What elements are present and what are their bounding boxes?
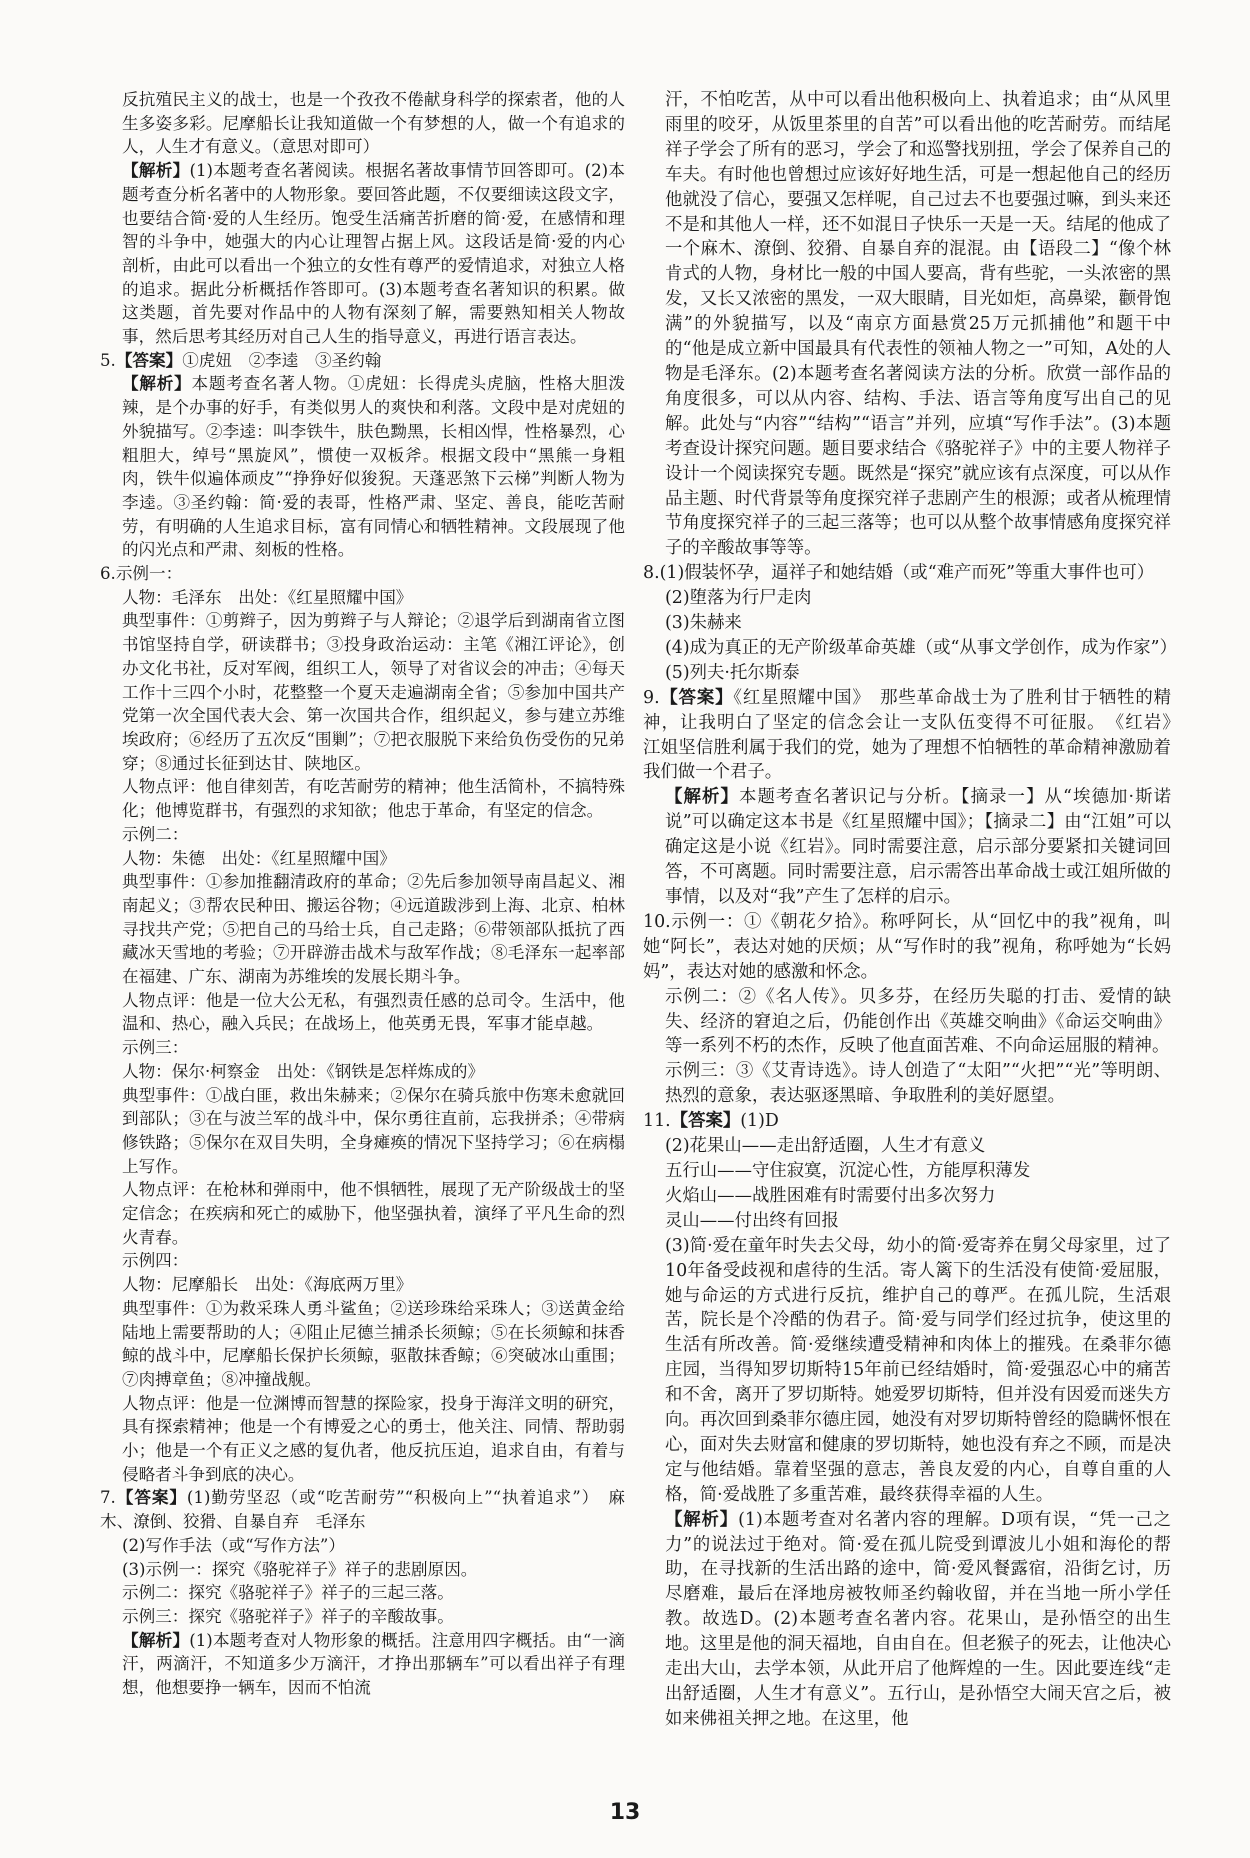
answer-tag: 【答案】 — [659, 687, 734, 708]
answer-paragraph — [643, 586, 1171, 611]
answer-paragraph — [643, 785, 1171, 910]
answer-paragraph — [100, 372, 625, 562]
answer-paragraph — [643, 1508, 1171, 1732]
paragraph-text: 人物：保尔·柯察金 出处：《钢铁是怎样炼成的》 — [122, 1061, 485, 1081]
question-number: 10. — [643, 911, 671, 932]
paragraph-text: (1)勤劳坚忍（或“吃苦耐劳”“积极向上”“执着追求”） 麻木、潦倒、狡猾、自暴自弃 毛泽东 — [100, 1488, 625, 1532]
answer-paragraph — [100, 586, 625, 610]
answer-paragraph — [100, 847, 625, 871]
paragraph-text: (2)堕落为行尸走肉 — [665, 588, 812, 609]
paragraph-text: (1)本题考查对名著内容的理解。D项有误，“凭一己之力”的说法过于绝对。简·爱在孤儿院受到谭波儿小姐和海伦的帮助，在寻找新的生活出路的途中，简·爱风餐露宿，沿街乞讨，历尽磨难，最后在泽地房被牧师圣约翰收留，并在当地一所小学任教。故选D。(2)本题考查名著内容。花果山，是孙悟空的出生地。这里是他的洞天福地，自由自在。但老猴子的死去，让他决心走出大山，去学本领，从此开启了他辉煌的一生。因此要连线“走出舒适圈，人生才有意义”。五行山，是孙悟空大闹天宫之后，被如来佛祖关押之地。在这里，他 — [665, 1509, 1171, 1729]
paragraph-text: 示例四： — [122, 1251, 189, 1271]
paragraph-text: 灵山——付出终有回报 — [665, 1210, 839, 1231]
paragraph-text: 人物：毛泽东 出处：《红星照耀中国》 — [122, 587, 413, 607]
paragraph-text: 反抗殖民主义的战士，也是一个孜孜不倦献身科学的探索者，他的人生多姿多彩。尼摩船长让我知道做一个有梦想的人，做一个有追求的人，人生才有意义。（意思对即可） — [122, 90, 625, 157]
question-number: 9. — [643, 687, 660, 708]
answer-paragraph — [100, 1581, 625, 1605]
paragraph-text: (1)本题考查对人物形象的概括。注意用四字概括。由“一滴汗，两滴汗，不知道多少万滴汗，才挣出那辆车”可以看出祥子有理想，他想要挣一辆车，因而不怕流 — [122, 1630, 625, 1698]
answer-paragraph — [643, 1184, 1171, 1209]
paragraph-text: 示例三： — [122, 1038, 189, 1058]
answer-tag: 【解析】 — [665, 787, 739, 808]
paragraph-text: 典型事件：①战白匪，救出朱赫来；②保尔在骑兵旅中伤寒未愈就回到部队；③在与波兰军的战斗中，保尔勇往直前，忘我拼杀；④带病修铁路；⑤保尔在双目失明，全身瘫痪的情况下坚持学习；⑥在病榻上写作。 — [122, 1085, 625, 1176]
right-column — [643, 88, 1189, 1732]
answer-paragraph — [643, 1134, 1171, 1159]
paragraph-text: 典型事件：①剪辫子，因为剪辫子与人辩论；②退学后到湖南省立图书馆坚持自学，研读群书；③投身政治运动：主笔《湘江评论》，创办文化书社，反对军阀，组织工人，领导了对省议会的冲击；④每天工作十三四个小时，花整整一个夏天走遍湖南全省；⑤参加中国共产党第一次全国代表大会、第一次国共合作，组织起义，参与建立苏维埃政府；⑥经历了五次反“围剿”；⑦把衣服脱下来给负伤受伤的兄弟穿；⑧通过长征到达甘、陕地区。 — [122, 611, 625, 773]
paragraph-text: 示例一： — [115, 564, 183, 584]
paragraph-text: 汗，不怕吃苦，从中可以看出他积极向上、执着追求；由“从风里雨里的咬牙，从饭里茶里的自苦”可以看出他的吃苦耐劳。而结尾祥子学会了所有的恶习，学会了和巡警找别扭，学会了保养自己的车夫。有时他也曾想过应该好好地生活，可是一想起他自己的经历他就没了信心，要强又怎样呢，自己过去不也要强过嘛，到头来还不是和其他人一样，还不如混日子快乐一天是一天。结尾的他成了一个麻木、潦倒、狡猾、自暴自弃的混混。由【语段二】“像个林肯式的人物，身材比一般的中国人要高，背有些驼，一头浓密的黑发，又长又浓密的黑发，一双大眼睛，目光如炬，高鼻梁，颧骨饱满”的外貌描写，以及“南京方面悬赏25万元抓捕他”和题干中的“他是成立新中国最具有代表性的领袖人物之一”可知，A处的人物是毛泽东。(2)本题考查名著阅读方法的分析。欣赏一部作品的角度很多，可以从内容、结构、手法、语言等角度写出自己的见解。此处与“内容”“结构”“语言”并列，应填“写作手法”。(3)本题考查设计探究问题。题目要求结合《骆驼祥子》中的主要人物祥子设计一个阅读探究专题。既然是“探究”就应该有点深度，可以从作品主题、时代背景等角度探究祥子悲剧产生的根源；或者从梳理情节角度探究祥子的三起三落等；也可以从整个故事情感角度探究祥子的辛酸故事等等。 — [665, 90, 1171, 559]
answer-paragraph — [100, 609, 625, 775]
paragraph-text: 本题考查名著识记与分析。【摘录一】从“埃德加·斯诺说”可以确定这本书是《红星照耀中国》；【摘录二】由“江姐”可以确定这是小说《红岩》。同时需要注意，启示部分要紧扣关键词回答，不可离题。同时需要注意，启示需答出革命战士或江姐所做的事情，以及对“我”产生了怎样的启示。 — [665, 787, 1171, 907]
paragraph-text: 示例二： — [122, 824, 189, 844]
paragraph-text: (1)假装怀孕，逼祥子和她结婚（或“难产而死”等重大事件也可） — [659, 563, 1155, 584]
answer-tag: 【答案】 — [115, 1488, 187, 1508]
paragraph-text: 人物点评：在枪林和弹雨中，他不惧牺牲，展现了无产阶级战士的坚定信念；在疾病和死亡的威胁下，他坚强执着，演绎了平凡生命的烈火青春。 — [122, 1180, 625, 1247]
answer-paragraph — [100, 1534, 625, 1558]
answer-paragraph — [100, 88, 625, 159]
answer-paragraph — [643, 1209, 1171, 1234]
paragraph-text: (2)花果山——走出舒适圈，人生才有意义 — [665, 1136, 986, 1157]
answer-paragraph — [100, 349, 625, 373]
paragraph-text: 典型事件：①参加推翻清政府的革命；②先后参加领导南昌起义、湘南起义；③帮农民种田、搬运谷物；④远道跋涉到上海、北京、柏林寻找共产党；⑤把自己的马给士兵，自己走路；⑥带领部队抵抗了西藏冰天雪地的考验；⑦开辟游击战术与敌军作战；⑧毛泽东一起率部在福建、广东、湖南为苏维埃的发展长期斗争。 — [122, 872, 625, 987]
answer-paragraph — [643, 910, 1171, 985]
page-number: 13 — [609, 1800, 641, 1825]
answer-tag: 【解析】 — [665, 1509, 739, 1530]
answer-paragraph — [100, 1605, 625, 1629]
paragraph-text: ①虎妞 ②李逵 ③圣约翰 — [182, 350, 382, 370]
paragraph-text: 人物：朱德 出处：《红星照耀中国》 — [122, 848, 396, 868]
answer-paragraph — [100, 989, 625, 1036]
answer-paragraph — [643, 1234, 1171, 1508]
paragraph-text: 示例一：①《朝花夕拾》。称呼阿长，从“回忆中的我”视角，叫她“阿长”，表达对她的厌烦；从“写作时的我”视角，称呼她为“长妈妈”，表达对她的感激和怀念。 — [643, 911, 1171, 982]
paragraph-text: 典型事件：①为救采珠人勇斗鲨鱼；②送珍珠给采珠人；③送黄金给陆地上需要帮助的人；④阻止尼德兰捕杀长须鲸；⑤在长须鲸和抹香鲸的战斗中，尼摩船长保护长须鲸，驱散抹香鲸；⑥突破冰山重围；⑦肉搏章鱼；⑧冲撞战舰。 — [122, 1298, 625, 1389]
answer-paragraph — [643, 985, 1171, 1060]
left-column — [100, 88, 625, 1700]
paragraph-text: 示例二：探究《骆驼祥子》祥子的三起三落。 — [122, 1583, 454, 1603]
paragraph-text: 《红星照耀中国》 那些革命战士为了胜利甘于牺牲的精神，让我明白了坚定的信念会让一支队伍变得不可征服。 《红岩》 江姐坚信胜利属于我们的党，她为了理想不怕牺牲的革命精神激励着我们做一个君子。 — [643, 687, 1189, 783]
answer-paragraph — [100, 1036, 625, 1060]
answer-paragraph — [643, 686, 1189, 786]
paragraph-text: (3)示例一：探究《骆驼祥子》祥子的悲剧原因。 — [122, 1559, 478, 1579]
paragraph-text: 人物点评：他自律刻苦，有吃苦耐劳的精神；他生活简朴，不搞特殊化；他博览群书，有强烈的求知欲；他忠于革命，有坚定的信念。 — [122, 777, 625, 821]
answer-paragraph — [643, 88, 1171, 561]
answer-paragraph — [100, 1297, 625, 1392]
answer-paragraph — [100, 823, 625, 847]
answer-tag: 【解析】 — [122, 161, 190, 181]
question-number: 5. — [100, 350, 116, 370]
answer-tag: 【答案】 — [670, 1111, 741, 1132]
question-number: 11. — [643, 1111, 671, 1132]
answer-paragraph — [643, 611, 1171, 636]
paragraph-text: 示例三：探究《骆驼祥子》祥子的辛酸故事。 — [122, 1607, 454, 1626]
answer-paragraph — [643, 1159, 1171, 1184]
question-number: 6. — [100, 564, 116, 584]
answer-paragraph — [100, 775, 625, 822]
paragraph-text: (2)写作手法（或“写作方法”） — [122, 1535, 346, 1555]
answer-paragraph — [100, 1558, 625, 1582]
answer-paragraph — [643, 561, 1171, 586]
answer-paragraph — [100, 1249, 625, 1273]
answer-paragraph — [100, 870, 625, 989]
paragraph-text: (1)本题考查名著阅读。根据名著故事情节回答即可。(2)本题考查分析名著中的人物形象。要回答此题，不仅要细读这段文字，也要结合简·爱的人生经历。饱受生活痛苦折磨的简·爱，在感情和理智的斗争中，她强大的内心让理智占据上风。这段话是简·爱的内心剖析，由此可以看出一个独立的女性有尊严的爱情追求，对独立人格的追求。据此分析概括作答即可。(3)本题考查名著知识的积累。做这类题，首先要对作品中的人物有深刻了解，需要熟知相关人物故事，然后思考其经历对自己人生的指导意义，再进行语言表达。 — [122, 161, 625, 347]
answer-tag: 【解析】 — [122, 1630, 190, 1650]
answer-paragraph — [100, 562, 625, 586]
paragraph-text: (3)朱赫来 — [665, 613, 742, 634]
answer-paragraph — [100, 1486, 625, 1533]
paragraph-text: 示例二：②《名人传》。贝多芬，在经历失聪的打击、爱情的缺失、经济的窘迫之后，仍能创作出《英雄交响曲》《命运交响曲》等一系列不朽的杰作，反映了他直面苦难、不向命运屈服的精神。 — [665, 986, 1171, 1057]
paragraph-text: (1)D — [740, 1111, 779, 1132]
answer-paragraph — [643, 661, 1171, 686]
paragraph-text: 火焰山——战胜困难有时需要付出多次努力 — [665, 1185, 996, 1206]
paragraph-text: (4)成为真正的无产阶级革命英雄（或“从事文学创作，成为作家”） — [665, 637, 1177, 658]
answer-paragraph — [643, 636, 1177, 661]
answer-paragraph — [100, 1629, 625, 1700]
paragraph-text: 人物点评：他是一位渊博而智慧的探险家，投身于海洋文明的研究，具有探索精神；他是一个有博爱之心的勇士，他关注、同情、帮助弱小；他是一个有正义之感的复仇者，他反抗压迫，追求自由，有着与侵略者斗争到底的决心。 — [122, 1393, 625, 1484]
paragraph-text: 人物：尼摩船长 出处：《海底两万里》 — [122, 1275, 413, 1295]
paragraph-text: (3)简·爱在童年时失去父母，幼小的简·爱寄养在舅父母家里，过了10年备受歧视和虐待的生活。寄人篱下的生活没有使简·爱屈服，她与命运的方式进行反抗，维护自己的尊严。在孤儿院，生活艰苦，院长是个冷酷的伪君子。简·爱与同学们经过抗争，使这里的生活有所改善。简·爱继续遭受精神和肉体上的摧残。在桑菲尔德庄园，当得知罗切斯特15年前已经结婚时，简·爱强忍心中的痛苦和不舍，离开了罗切斯特。她爱罗切斯特，但并没有因爱而迷失方向。再次回到桑菲尔德庄园，她没有对罗切斯特曾经的隐瞒怀恨在心，面对失去财富和健康的罗切斯特，她也没有弃之不顾，而是决定与他结婚。靠着坚强的意志，善良友爱的内心，自尊自重的人格，简·爱战胜了多重苦难，最终获得幸福的人生。 — [665, 1235, 1171, 1505]
answer-paragraph — [100, 1084, 625, 1179]
paragraph-text: 人物点评：他是一位大公无私，有强烈责任感的总司令。生活中，他温和、热心，融入兵民；在战场上，他英勇无畏，军事才能卓越。 — [122, 990, 625, 1034]
answer-tag: 【解析】 — [122, 374, 192, 394]
answer-paragraph — [643, 1109, 1171, 1134]
answer-paragraph — [100, 1273, 625, 1297]
paragraph-text: (5)列夫·托尔斯泰 — [665, 662, 800, 683]
answer-paragraph — [643, 1059, 1171, 1109]
paragraph-text: 示例三：③《艾青诗选》。诗人创造了“太阳”“火把”“光”等明朗、热烈的意象，表达驱逐黑暗、争取胜利的美好愿望。 — [665, 1061, 1171, 1107]
answer-tag: 【答案】 — [115, 350, 183, 370]
answer-paragraph — [100, 1060, 625, 1084]
question-number: 7. — [100, 1488, 116, 1508]
paragraph-text: 五行山——守住寂寞，沉淀心性，方能厚积薄发 — [665, 1160, 1031, 1181]
answer-paragraph — [100, 159, 625, 349]
answer-paragraph — [100, 1178, 625, 1249]
answer-paragraph — [100, 1392, 625, 1487]
question-number: 8. — [643, 563, 660, 584]
paragraph-text: 本题考查名著人物。①虎妞：长得虎头虎脑，性格大胆泼辣，是个办事的好手，有类似男人的爽快和利落。文段中是对虎妞的外貌描写。②李逵：叫李铁牛，肤色黝黑，长相凶悍，性格暴烈，心粗胆大，绰号“黑旋风”，惯使一双板斧。根据文段中“黑熊一身粗肉，铁牛似遍体顽皮”“挣狰好似狻猊。天蓬恶煞下云梯”判断人物为李逵。③圣约翰：简·爱的表哥，性格严肃、坚定、善良，能吃苦耐劳，有明确的人生追求目标，富有同情心和牺牲精神。文段展现了他的闪光点和严肃、刻板的性格。 — [122, 374, 626, 560]
